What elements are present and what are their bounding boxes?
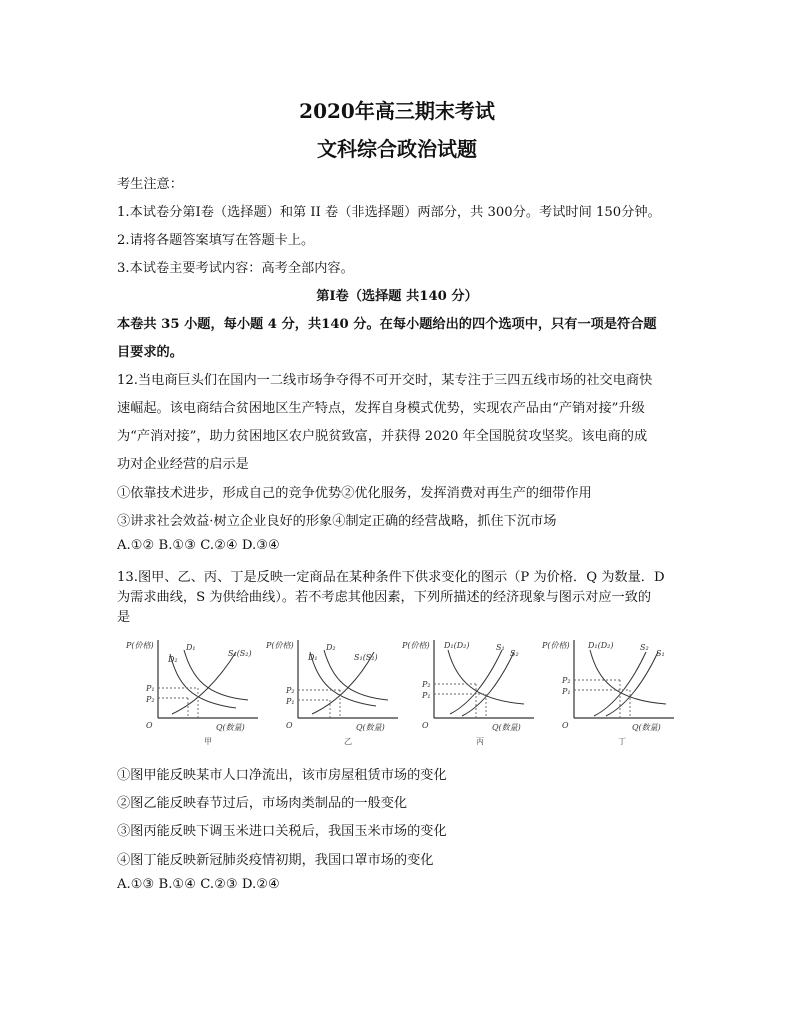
q12-line-3: 为“产消对接”，助力贫困地区农户脱贫致富，并获得 2020 年全国脱贫攻坚奖。该电商的成	[117, 429, 648, 444]
q12-statement-2: ③讲求社会效益·树立企业良好的形象④制定正确的经营战略，抓住下沉市场	[117, 514, 557, 529]
q13-line-1: 13.图甲、乙、丙、丁是反映一定商品在某种条件下供求变化的图示（P 为价格．Q 为数量．D	[117, 570, 665, 585]
x-axis-label: Q(数量)	[216, 723, 245, 732]
svg-text:O: O	[562, 721, 569, 730]
svg-text:S₁(S₂): S₁(S₂)	[354, 653, 378, 662]
q13-options: A.①③ B.①④ C.②③ D.②④	[117, 877, 280, 892]
svg-text:S₂: S₂	[640, 643, 649, 652]
svg-text:P₁: P₁	[422, 691, 431, 700]
svg-text:乙: 乙	[344, 737, 352, 746]
svg-text:D₁: D₁	[308, 653, 318, 662]
svg-text:O: O	[286, 721, 293, 730]
q12-statement-1: ①依靠技术进步，形成自己的竞争优势②优化服务，发挥消费对再生产的细带作用	[117, 486, 592, 501]
svg-text:丙: 丙	[476, 737, 484, 746]
label-p2: P₂	[146, 695, 155, 704]
svg-text:P₂: P₂	[286, 686, 295, 695]
q13-statement-2: ②图乙能反映春节过后，市场肉类制品的一般变化	[117, 796, 408, 811]
curve-d2	[170, 654, 236, 708]
svg-text:P(价格): P(价格)	[542, 641, 570, 650]
svg-text:D₁(D₂): D₁(D₂)	[444, 641, 470, 650]
notice-item-1: 1.本试卷分第Ⅰ卷（选择题）和第 II 卷（非选择题）两部分，共 300分。考试时间 150分钟。	[117, 205, 661, 220]
notice-item-2: 2.请将各题答案填写在答题卡上。	[117, 233, 315, 248]
exam-title: 2020年高三期末考试	[299, 99, 495, 123]
svg-text:P₁: P₁	[286, 697, 295, 706]
svg-text:Q(数量): Q(数量)	[356, 723, 385, 732]
svg-text:S₁: S₁	[656, 649, 665, 658]
svg-text:Q(数量): Q(数量)	[632, 723, 661, 732]
svg-text:Q(数量): Q(数量)	[492, 723, 521, 732]
svg-text:P(价格): P(价格)	[266, 641, 294, 650]
svg-text:P₂: P₂	[422, 680, 431, 689]
notice-heading: 考生注意：	[117, 177, 183, 192]
q12-line-4: 功对企业经营的启示是	[117, 457, 249, 472]
caption: 甲	[204, 737, 212, 746]
q13-statement-1: ①图甲能反映某市人口净流出，该市房屋租赁市场的变化	[117, 768, 447, 783]
curve-s2	[462, 652, 514, 716]
svg-text:S₂: S₂	[510, 649, 519, 658]
label-s: S₁(S₂)	[228, 649, 252, 658]
label-d2: D₂	[168, 655, 178, 664]
graph-bing	[404, 638, 544, 750]
svg-text:P₁: P₁	[562, 687, 571, 696]
curve-s	[172, 652, 236, 714]
section-instructions-line1: 本卷共 35 小题，每小题 4 分，共140 分。在每小题给出的四个选项中，只有一项是符合题	[117, 317, 657, 332]
q12-options: A.①② B.①③ C.②④ D.③④	[117, 538, 280, 553]
notice-item-3: 3.本试卷主要考试内容：高考全部内容。	[117, 261, 354, 276]
q13-line-3: 是	[117, 610, 131, 625]
graph-jia	[124, 638, 264, 750]
q12-line-2: 速崛起。该电商结合贫困地区生产特点，发挥自身模式优势，实现农产品由“产销对接”升级	[117, 401, 645, 416]
graph-yi	[264, 638, 404, 750]
section-title: 第Ⅰ卷（选择题 共140 分）	[316, 289, 478, 304]
svg-text:丁: 丁	[618, 737, 626, 746]
q13-line-2: 为需求曲线，S 为供给曲线）。若不考虑其他因素，下列所描述的经济现象与图示对应一致的	[117, 590, 652, 605]
curve-s1	[606, 652, 658, 716]
svg-text:S₁: S₁	[496, 643, 505, 652]
svg-text:P(价格): P(价格)	[402, 641, 430, 650]
label-d1: D₁	[186, 643, 196, 652]
y-axis-label: P(价格)	[126, 641, 154, 650]
exam-subtitle: 文科综合政治试题	[317, 137, 477, 161]
svg-text:O: O	[422, 721, 429, 730]
q12-line-1: 12.当电商巨头们在国内一二线市场争夺得不可开交时，某专注于三四五线市场的社交电商快	[117, 373, 653, 388]
origin-label: O	[146, 721, 153, 730]
svg-text:D₁(D₂): D₁(D₂)	[588, 641, 614, 650]
svg-text:P₂: P₂	[562, 676, 571, 685]
q13-statement-3: ③图丙能反映下调玉米进口关税后，我国玉米市场的变化	[117, 824, 447, 839]
section-instructions-line2: 目要求的。	[117, 345, 183, 360]
q13-statement-4: ④图丁能反映新冠肺炎疫情初期，我国口罩市场的变化	[117, 853, 434, 868]
svg-text:D₂: D₂	[326, 643, 336, 652]
graph-ding	[544, 638, 684, 750]
label-p1: P₁	[146, 684, 155, 693]
